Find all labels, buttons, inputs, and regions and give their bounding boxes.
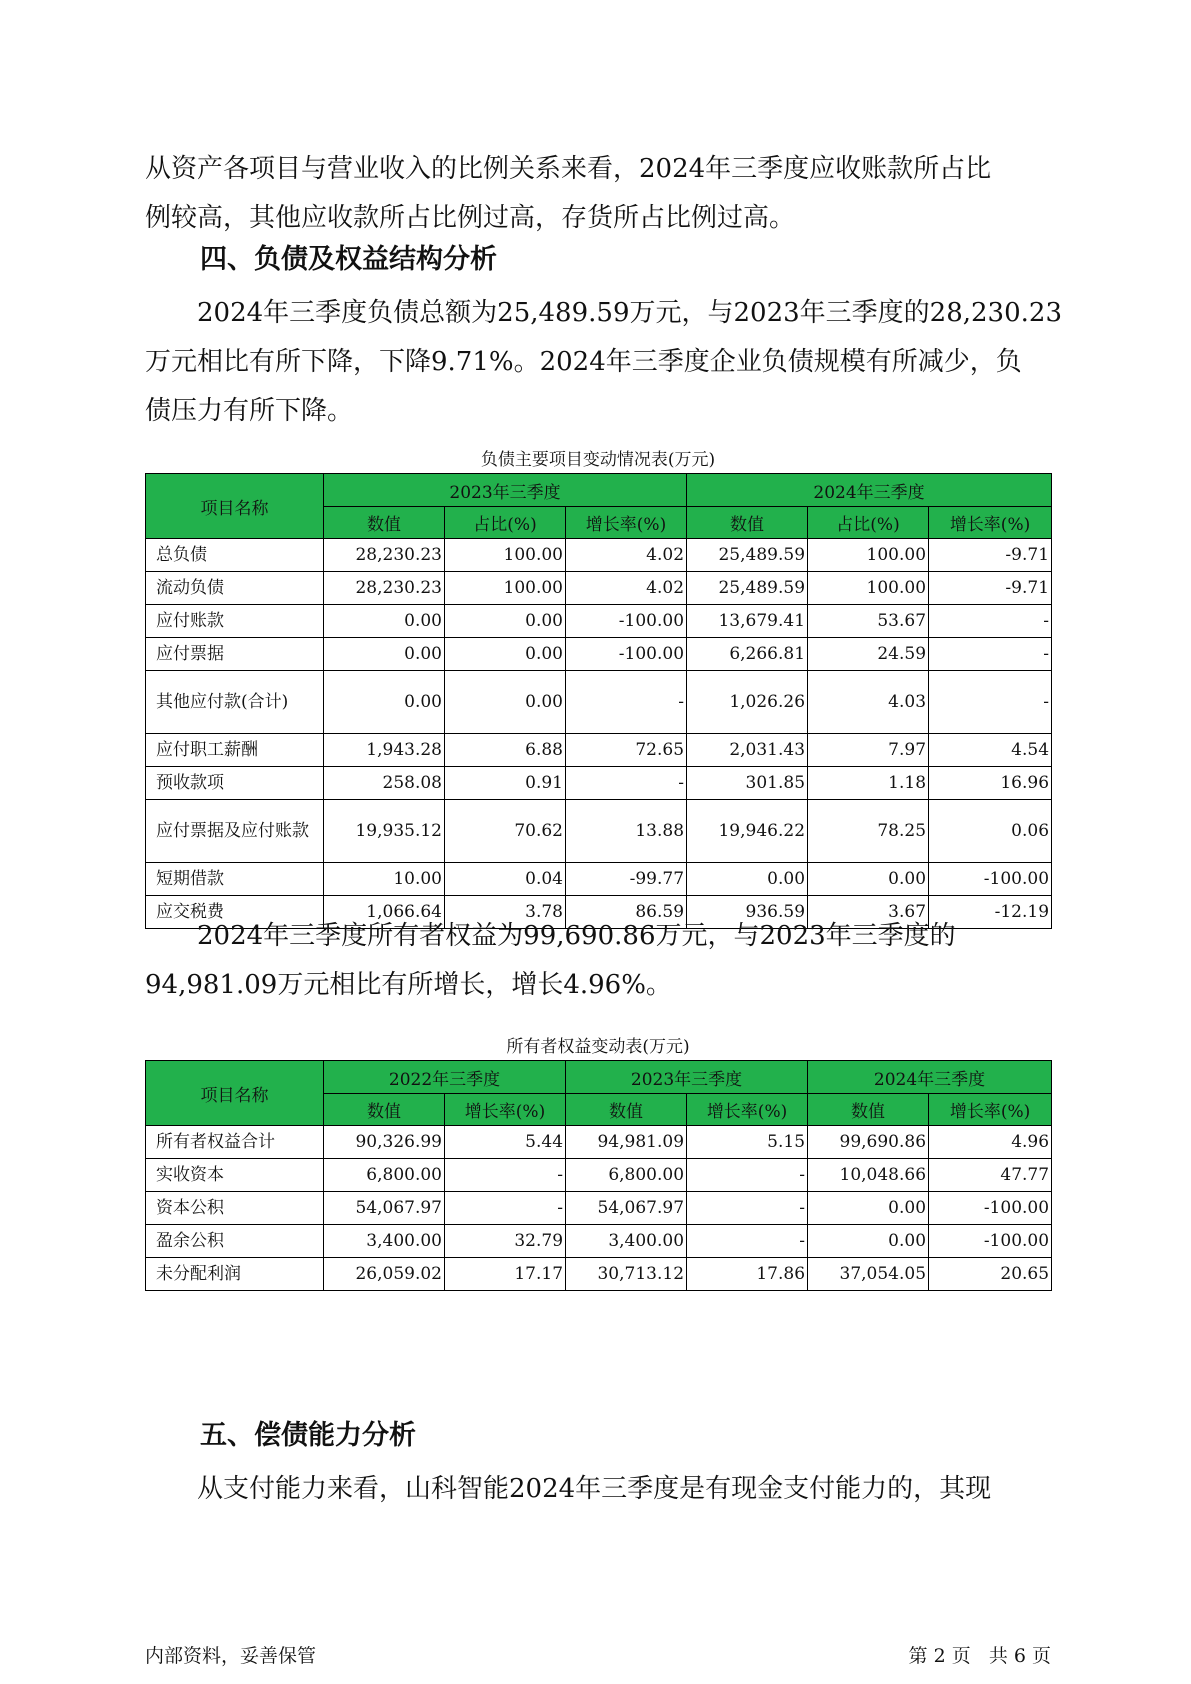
table-cell: 99,690.86 xyxy=(808,1126,929,1159)
row-item-name: 所有者权益合计 xyxy=(146,1126,324,1159)
table-row xyxy=(146,572,1052,605)
table-cell: 0.04 xyxy=(445,863,566,896)
table-cell: 0.00 xyxy=(808,863,929,896)
table-row xyxy=(146,1225,1052,1258)
table-cell: 0.00 xyxy=(808,1192,929,1225)
table-row xyxy=(146,734,1052,767)
table-cell: - xyxy=(687,1225,808,1258)
table-cell: - xyxy=(929,638,1052,671)
table-cell: 301.85 xyxy=(687,767,808,800)
row-item-name: 实收资本 xyxy=(146,1159,324,1192)
table-cell: 86.59 xyxy=(566,896,687,929)
table-cell: 6,800.00 xyxy=(324,1159,445,1192)
table-cell: 3,400.00 xyxy=(566,1225,687,1258)
table-cell: 30,713.12 xyxy=(566,1258,687,1291)
row-item-name: 应付账款 xyxy=(146,605,324,638)
liability-table xyxy=(145,473,1052,929)
table-cell: 0.00 xyxy=(324,605,445,638)
text-line: 2024年三季度负债总额为25,489.59万元，与2023年三季度的28,230.23 xyxy=(197,298,1062,328)
table-row xyxy=(146,863,1052,896)
table-cell: 3.78 xyxy=(445,896,566,929)
table-cell: 0.00 xyxy=(324,638,445,671)
table-cell: 10.00 xyxy=(324,863,445,896)
table-row xyxy=(146,605,1052,638)
table-cell: - xyxy=(929,605,1052,638)
table-cell: 24.59 xyxy=(808,638,929,671)
row-item-name: 应付职工薪酬 xyxy=(146,734,324,767)
table-cell: 4.54 xyxy=(929,734,1052,767)
table-cell: 3.67 xyxy=(808,896,929,929)
column-header-period: 2024年三季度 xyxy=(687,474,1052,507)
table-cell: 70.62 xyxy=(445,800,566,863)
table-cell: -100.00 xyxy=(929,1225,1052,1258)
table-cell: 5.44 xyxy=(445,1126,566,1159)
table-cell: 0.91 xyxy=(445,767,566,800)
table-cell: 258.08 xyxy=(324,767,445,800)
text-line: 债压力有所下降。 xyxy=(145,396,354,426)
table-cell: 100.00 xyxy=(445,539,566,572)
table-cell: 1.18 xyxy=(808,767,929,800)
column-header: 增长率(%) xyxy=(929,1094,1052,1126)
solvency-paragraph xyxy=(145,1465,1057,1514)
table-cell: 72.65 xyxy=(566,734,687,767)
footer-page-number: 第 2 页 共 6 页 xyxy=(908,1645,1051,1667)
column-header-period: 2024年三季度 xyxy=(808,1061,1052,1094)
table-cell: - xyxy=(445,1159,566,1192)
column-header: 数值 xyxy=(808,1094,929,1126)
table-cell: 19,935.12 xyxy=(324,800,445,863)
table-cell: 13.88 xyxy=(566,800,687,863)
row-item-name: 盈余公积 xyxy=(146,1225,324,1258)
column-header-period: 2023年三季度 xyxy=(566,1061,808,1094)
table-cell: 4.96 xyxy=(929,1126,1052,1159)
table-row xyxy=(146,1192,1052,1225)
table-cell: 0.00 xyxy=(445,671,566,734)
table-cell: 28,230.23 xyxy=(324,572,445,605)
table-row xyxy=(146,767,1052,800)
table-row xyxy=(146,1159,1052,1192)
column-header-item-name: 项目名称 xyxy=(146,1061,324,1126)
table-cell: 6.88 xyxy=(445,734,566,767)
table-cell: 2,031.43 xyxy=(687,734,808,767)
table-row xyxy=(146,638,1052,671)
column-header: 增长率(%) xyxy=(566,507,687,539)
table-cell: -100.00 xyxy=(929,1192,1052,1225)
text-line: 例较高，其他应收款所占比例过高，存货所占比例过高。 xyxy=(145,203,796,233)
table-cell: - xyxy=(687,1192,808,1225)
table-cell: 26,059.02 xyxy=(324,1258,445,1291)
table-cell: 90,326.99 xyxy=(324,1126,445,1159)
table-cell: 100.00 xyxy=(808,572,929,605)
liability-table-caption: 负债主要项目变动情况表(万元) xyxy=(480,450,716,470)
row-item-name: 流动负债 xyxy=(146,572,324,605)
table-cell: 7.97 xyxy=(808,734,929,767)
table-cell: 1,943.28 xyxy=(324,734,445,767)
table-cell: 0.00 xyxy=(687,863,808,896)
table-cell: 4.03 xyxy=(808,671,929,734)
text-line: 94,981.09万元相比有所增长，增长4.96%。 xyxy=(145,970,672,1000)
table-cell: 13,679.41 xyxy=(687,605,808,638)
table-cell: 1,026.26 xyxy=(687,671,808,734)
table-cell: 936.59 xyxy=(687,896,808,929)
table-cell: 4.02 xyxy=(566,539,687,572)
table-row xyxy=(146,1126,1052,1159)
row-item-name: 短期借款 xyxy=(146,863,324,896)
table-cell: 20.65 xyxy=(929,1258,1052,1291)
table-cell: - xyxy=(566,767,687,800)
row-item-name: 资本公积 xyxy=(146,1192,324,1225)
table-cell: 25,489.59 xyxy=(687,572,808,605)
column-header: 数值 xyxy=(566,1094,687,1126)
column-header: 数值 xyxy=(324,1094,445,1126)
column-header-item-name: 项目名称 xyxy=(146,474,324,539)
table-cell: 28,230.23 xyxy=(324,539,445,572)
table-cell: 16.96 xyxy=(929,767,1052,800)
table-cell: -100.00 xyxy=(929,863,1052,896)
row-item-name: 预收款项 xyxy=(146,767,324,800)
table-cell: -9.71 xyxy=(929,539,1052,572)
equity-summary-paragraph xyxy=(145,912,1057,1010)
column-header: 增长率(%) xyxy=(687,1094,808,1126)
table-cell: -99.77 xyxy=(566,863,687,896)
table-row xyxy=(146,1258,1052,1291)
row-item-name: 应交税费 xyxy=(146,896,324,929)
table-cell: 100.00 xyxy=(808,539,929,572)
table-cell: 32.79 xyxy=(445,1225,566,1258)
table-cell: 1,066.64 xyxy=(324,896,445,929)
table-cell: -9.71 xyxy=(929,572,1052,605)
column-header: 数值 xyxy=(324,507,445,539)
table-cell: -100.00 xyxy=(566,605,687,638)
section-heading-liabilities: 四、负债及权益结构分析 xyxy=(200,244,497,275)
column-header-period: 2022年三季度 xyxy=(324,1061,566,1094)
text-line: 万元相比有所下降，下降9.71%。2024年三季度企业负债规模有所减少，负 xyxy=(145,347,1022,377)
table-cell: -12.19 xyxy=(929,896,1052,929)
table-cell: 5.15 xyxy=(687,1126,808,1159)
table-cell: -100.00 xyxy=(566,638,687,671)
table-cell: 4.02 xyxy=(566,572,687,605)
table-row xyxy=(146,800,1052,863)
text-line: 从资产各项目与营业收入的比例关系来看，2024年三季度应收账款所占比 xyxy=(145,154,992,184)
footer-confidential-note: 内部资料，妥善保管 xyxy=(145,1645,317,1667)
column-header: 数值 xyxy=(687,507,808,539)
equity-table-caption: 所有者权益变动表(万元) xyxy=(506,1037,690,1057)
table-cell: 6,800.00 xyxy=(566,1159,687,1192)
table-cell: 94,981.09 xyxy=(566,1126,687,1159)
table-cell: 37,054.05 xyxy=(808,1258,929,1291)
table-cell: 100.00 xyxy=(445,572,566,605)
column-header: 占比(%) xyxy=(445,507,566,539)
table-cell: - xyxy=(445,1192,566,1225)
table-cell: 0.00 xyxy=(324,671,445,734)
table-cell: - xyxy=(929,671,1052,734)
text-line: 2024年三季度所有者权益为99,690.86万元，与2023年三季度的 xyxy=(197,921,956,951)
table-cell: 0.00 xyxy=(808,1225,929,1258)
table-cell: 0.06 xyxy=(929,800,1052,863)
table-cell: 0.00 xyxy=(445,638,566,671)
table-cell: 0.00 xyxy=(445,605,566,638)
liability-summary-paragraph xyxy=(145,289,1062,436)
table-cell: 19,946.22 xyxy=(687,800,808,863)
table-cell: 53.67 xyxy=(808,605,929,638)
row-item-name: 其他应付款(合计) xyxy=(146,671,324,734)
table-cell: 25,489.59 xyxy=(687,539,808,572)
column-header: 增长率(%) xyxy=(929,507,1052,539)
table-cell: 47.77 xyxy=(929,1159,1052,1192)
row-item-name: 总负债 xyxy=(146,539,324,572)
table-row xyxy=(146,671,1052,734)
table-cell: - xyxy=(687,1159,808,1192)
equity-table xyxy=(145,1060,1052,1291)
table-cell: 54,067.97 xyxy=(324,1192,445,1225)
row-item-name: 应付票据及应付账款 xyxy=(146,800,324,863)
table-cell: 10,048.66 xyxy=(808,1159,929,1192)
column-header: 占比(%) xyxy=(808,507,929,539)
table-cell: 6,266.81 xyxy=(687,638,808,671)
row-item-name: 应付票据 xyxy=(146,638,324,671)
table-cell: 17.86 xyxy=(687,1258,808,1291)
table-cell: 54,067.97 xyxy=(566,1192,687,1225)
table-cell: 3,400.00 xyxy=(324,1225,445,1258)
row-item-name: 未分配利润 xyxy=(146,1258,324,1291)
text-line: 从支付能力来看，山科智能2024年三季度是有现金支付能力的，其现 xyxy=(197,1474,992,1504)
column-header-period: 2023年三季度 xyxy=(324,474,687,507)
table-cell: - xyxy=(566,671,687,734)
table-cell: 17.17 xyxy=(445,1258,566,1291)
intro-paragraph xyxy=(145,145,1057,243)
table-cell: 78.25 xyxy=(808,800,929,863)
column-header: 增长率(%) xyxy=(445,1094,566,1126)
section-heading-solvency: 五、偿债能力分析 xyxy=(200,1420,416,1451)
table-row xyxy=(146,539,1052,572)
